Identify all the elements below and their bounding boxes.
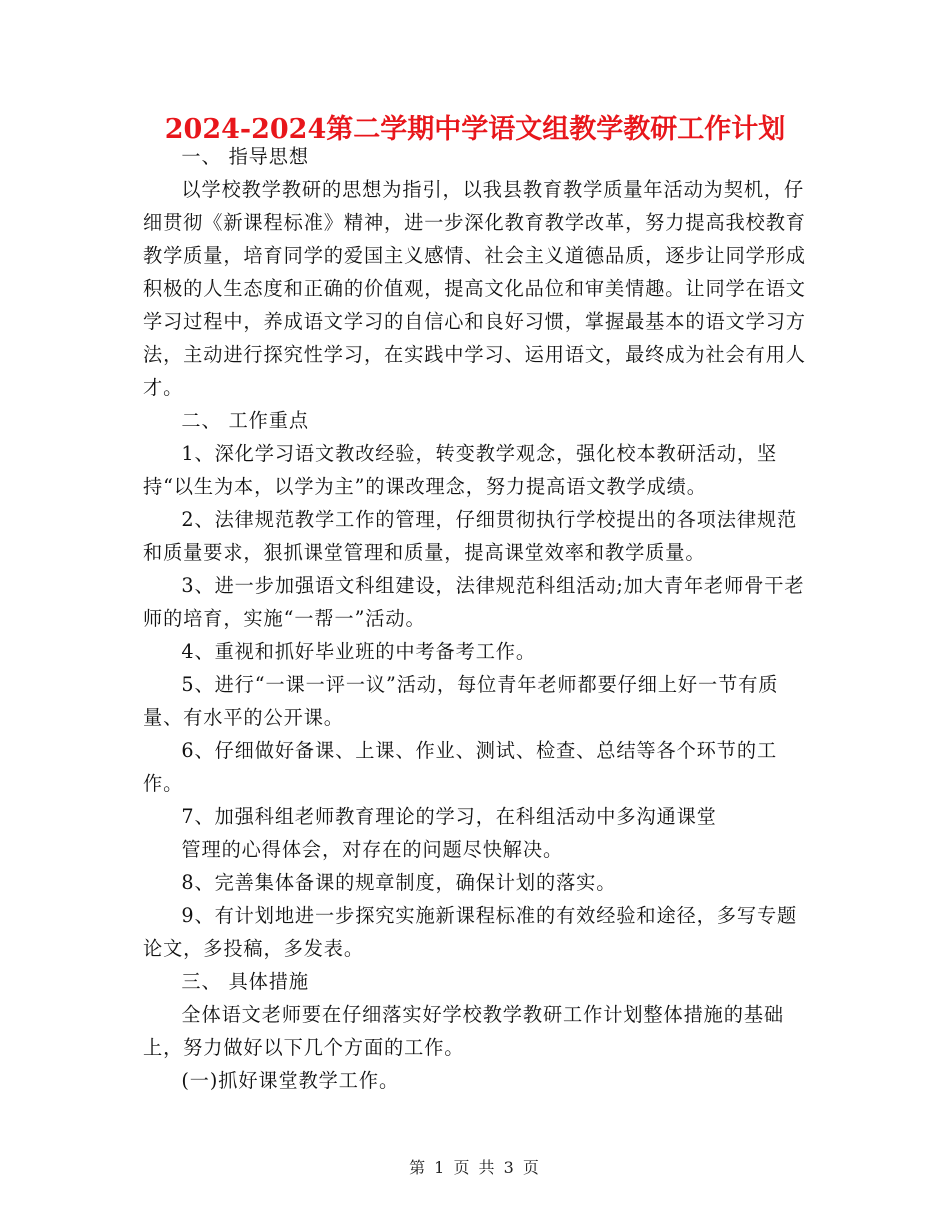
subsection-heading-classroom-teaching: (一)抓好课堂教学工作。 [181,1069,400,1092]
list-item-focus-3: 3、进一步加强语文科组建设，法律规范科组活动;加大青年老师骨干老师的培育，实施“一帮一”活动。 [143,574,805,630]
list-item-focus-1: 1、深化学习语文教改经验，转变教学观念，强化校本教研活动，坚持“以生为本，以学为主”的课改理念，努力提高语文教学成绩。 [143,442,778,498]
list-item-focus-6: 6、仔细做好备课、上课、作业、测试、检查、总结等各个环节的工作。 [143,739,778,795]
list-item-focus-7-continued: 管理的心得体会，对存在的问题尽快解决。 [181,838,564,861]
paragraph-guiding-thought: 以学校教学教研的思想为指引，以我县教育教学质量年活动为契机，仔细贯彻《新课程标准》精神，进一步深化教育教学改革，努力提高我校教育教学质量，培育同学的爱国主义感情、社会主义道德品质，逐步让同学形成积极的人生态度和正确的价值观，提高文化品位和审美情趣。让同学在语文学习过程中，养成语文学习的自信心和良好习惯，掌握最基本的语文学习方法，主动进行探究性学习，在实践中学习、运用语文，最终成为社会有用人才。 [143,178,806,399]
list-item-focus-8: 8、完善集体备课的规章制度，确保计划的落实。 [181,871,617,894]
document-body [143,140,808,1097]
paragraph-measures-intro: 全体语文老师要在仔细落实好学校教学教研工作计划整体措施的基础上，努力做好以下几个方面的工作。 [143,1003,785,1059]
section-heading-work-focus: 二、 工作重点 [181,409,309,432]
list-item-focus-2: 2、法律规范教学工作的管理，仔细贯彻执行学校提出的各项法律规范和质量要求，狠抓课堂管理和质量，提高课堂效率和教学质量。 [143,508,798,564]
document-title: 2024-2024第二学期中学语文组教学教研工作计划 [164,114,786,145]
list-item-focus-4: 4、重视和抓好毕业班的中考备考工作。 [181,640,536,663]
list-item-focus-5: 5、进行“一课一评一议”活动，每位青年老师都要仔细上好一节有质量、有水平的公开课。 [143,673,779,729]
list-item-focus-7: 7、加强科组老师教育理论的学习，在科组活动中多沟通课堂 [181,805,717,828]
section-heading-guiding-thought: 一、 指导思想 [181,145,309,168]
page-number-footer: 第 1 页 共 3 页 [409,1158,541,1177]
list-item-focus-9: 9、有计划地进一步探究实施新课程标准的有效经验和途径，多写专题论文，多投稿，多发表。 [143,904,798,960]
section-heading-measures: 三、 具体措施 [181,970,309,993]
